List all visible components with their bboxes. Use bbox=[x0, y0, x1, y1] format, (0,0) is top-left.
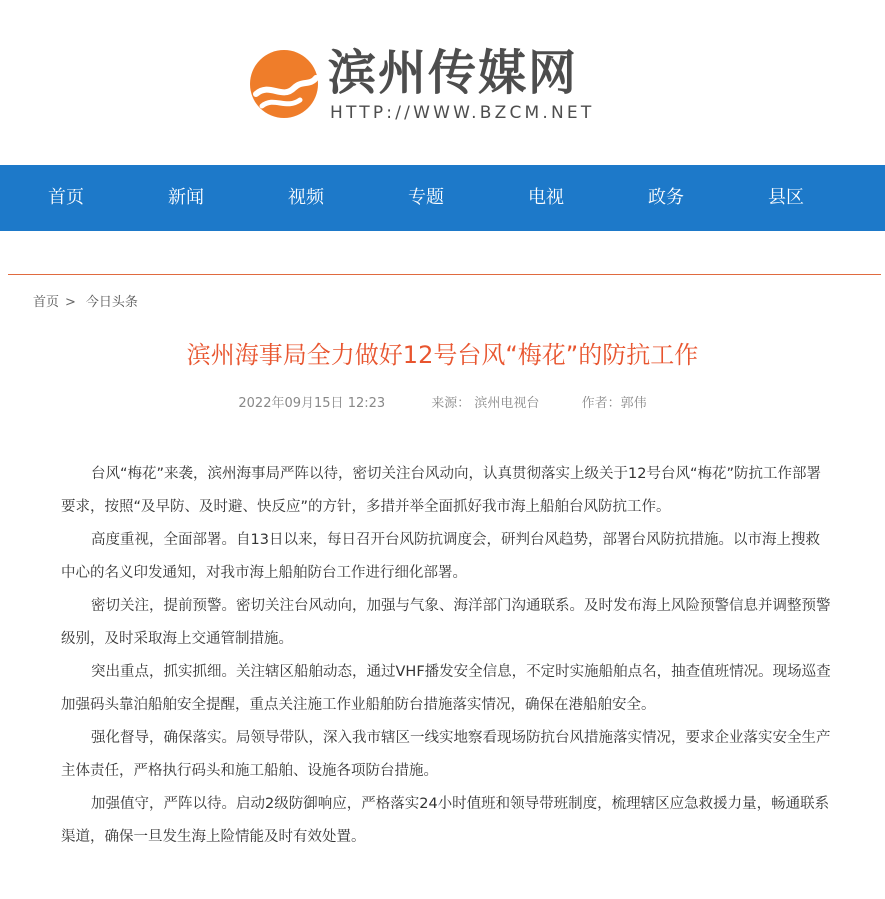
article-author: 作者：郭伟 bbox=[581, 396, 647, 411]
article-paragraph: 密切关注，提前预警。密切关注台风动向，加强与气象、海洋部门沟通联系。及时发布海上风险预警信息并调整预警级别，及时采取海上交通管制措施。 bbox=[61, 598, 831, 647]
site-name: 滨州传媒网 bbox=[328, 45, 579, 101]
breadcrumb-current-link[interactable]: 今日头条 bbox=[85, 295, 138, 310]
article-body bbox=[61, 458, 831, 854]
nav-item-news[interactable]: 新闻 bbox=[168, 187, 204, 208]
article-paragraph: 强化督导，确保落实。局领导带队，深入我市辖区一线实地察看现场防抗台风措施落实情况，要求企业落实安全生产主体责任，严格执行码头和施工船舶、设施各项防台措施。 bbox=[61, 730, 831, 779]
nav-item-tv[interactable]: 电视 bbox=[528, 187, 564, 208]
breadcrumb-separator: > bbox=[65, 295, 76, 310]
article-date: 2022年09月15日 12:23 bbox=[238, 396, 386, 411]
site-header bbox=[0, 0, 885, 165]
nav-item-video[interactable]: 视频 bbox=[288, 187, 324, 208]
article-paragraph: 突出重点，抓实抓细。关注辖区船舶动态，通过VHF播发安全信息，不定时实施船舶点名，抽查值班情况。现场巡查加强码头靠泊船舶安全提醒，重点关注施工作业船舶防台措施落实情况，确保在港船舶安全。 bbox=[61, 664, 831, 713]
nav-item-counties[interactable]: 县区 bbox=[768, 187, 804, 208]
breadcrumb bbox=[33, 291, 138, 310]
article-paragraph: 高度重视，全面部署。自13日以来，每日召开台风防抗调度会，研判台风趋势，部署台风防抗措施。以市海上搜救中心的名义印发通知，对我市海上船舶防台工作进行细化部署。 bbox=[61, 532, 820, 581]
article-title: 滨州海事局全力做好12号台风“梅花”的防抗工作 bbox=[186, 341, 699, 369]
nav-item-topics[interactable]: 专题 bbox=[408, 187, 444, 208]
nav-item-gov[interactable]: 政务 bbox=[648, 187, 684, 208]
main-nav bbox=[0, 165, 885, 231]
article-paragraph: 台风“梅花”来袭，滨州海事局严阵以待，密切关注台风动向，认真贯彻落实上级关于12号台风“梅花”防抗工作部署要求，按照“及早防、及时避、快反应”的方针，多措并举全面抓好我市海上船舶台风防抗工作。 bbox=[61, 466, 821, 515]
article-source: 来源： 滨州电视台 bbox=[431, 396, 540, 411]
site-logo[interactable] bbox=[248, 44, 628, 134]
site-url: HTTP://WWW.BZCM.NET bbox=[330, 103, 595, 123]
nav-item-home[interactable]: 首页 bbox=[48, 187, 84, 208]
divider-line bbox=[8, 274, 881, 275]
logo-mark-icon bbox=[248, 48, 320, 120]
article-paragraph: 加强值守，严阵以待。启动2级防御响应，严格落实24小时值班和领导带班制度，梳理辖区应急救援力量，畅通联系渠道，确保一旦发生海上险情能及时有效处置。 bbox=[61, 796, 830, 845]
breadcrumb-home-link[interactable]: 首页 bbox=[33, 295, 60, 310]
article-meta bbox=[0, 392, 885, 411]
